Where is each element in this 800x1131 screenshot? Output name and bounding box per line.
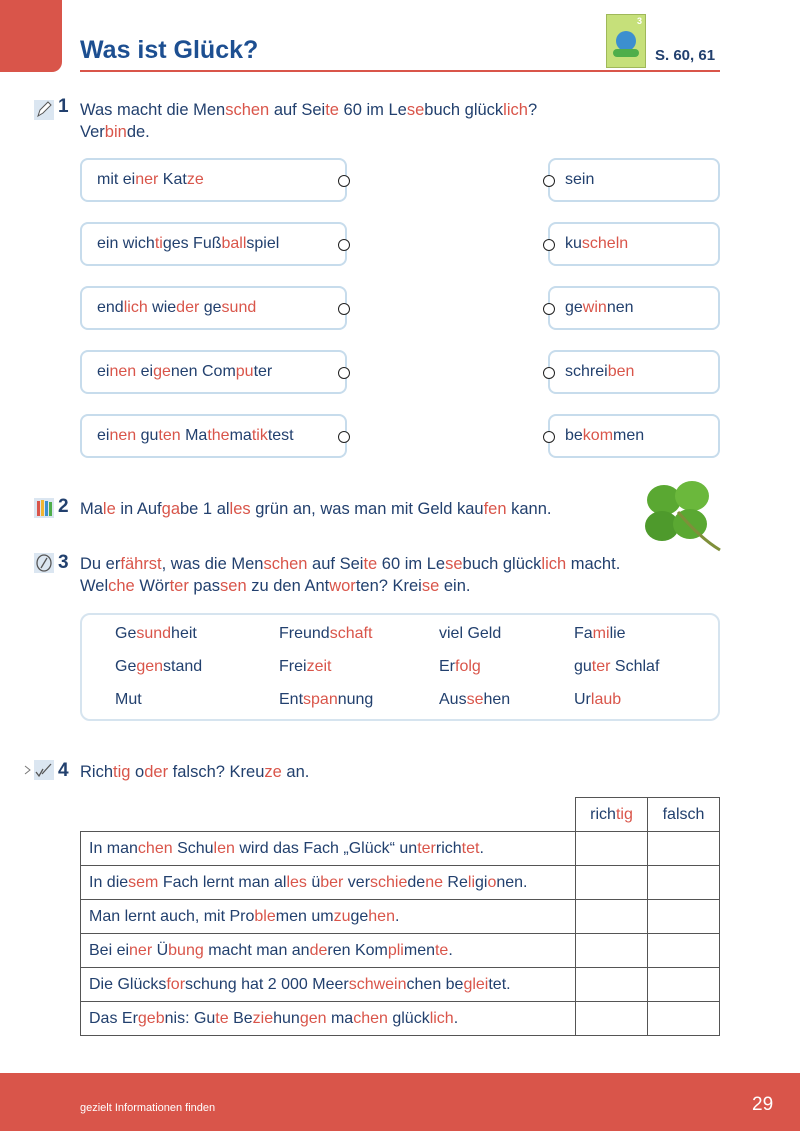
left-connect-dot[interactable] bbox=[338, 175, 350, 187]
task3-instruction bbox=[80, 553, 620, 597]
task1-line2: Verbinde. bbox=[80, 123, 150, 141]
true-false-table bbox=[80, 797, 720, 1036]
left-phrase-box[interactable]: einen guten Mathematiktest bbox=[80, 414, 347, 458]
right-connect-dot[interactable] bbox=[543, 431, 555, 443]
column-header-falsch: falsch bbox=[648, 798, 720, 832]
richtig-checkbox[interactable] bbox=[576, 1002, 648, 1036]
right-verb-box[interactable]: bekommen bbox=[548, 414, 720, 458]
left-connect-dot[interactable] bbox=[338, 367, 350, 379]
word-option[interactable]: Gesundheit bbox=[115, 625, 197, 642]
statement-cell: Bei einer Übung macht man anderen Komplimente. bbox=[81, 934, 576, 968]
title-rule bbox=[80, 70, 720, 72]
statement-cell: In manchen Schulen wird das Fach „Glück“ unterrichtet. bbox=[81, 832, 576, 866]
page-title: Was ist Glück? bbox=[80, 36, 259, 64]
table-row bbox=[81, 1002, 720, 1036]
falsch-checkbox[interactable] bbox=[648, 1002, 720, 1036]
word-option[interactable]: Erfolg bbox=[439, 658, 481, 675]
left-phrase-box[interactable]: ein wichtiges Fußballspiel bbox=[80, 222, 347, 266]
statement-cell: Die Glücksforschung hat 2 000 Meerschweinchen begleitet. bbox=[81, 968, 576, 1002]
magnifier-pencil-icon bbox=[34, 553, 54, 573]
table-row bbox=[81, 832, 720, 866]
page-reference: S. 60, 61 bbox=[655, 47, 716, 64]
task4-instruction: Richtig oder falsch? Kreuze an. bbox=[80, 763, 310, 781]
left-phrase-box[interactable]: endlich wieder gesund bbox=[80, 286, 347, 330]
table-row bbox=[81, 934, 720, 968]
word-option[interactable]: Gegenstand bbox=[115, 658, 203, 675]
task4-number: 4 bbox=[58, 760, 69, 781]
book-number: 3 bbox=[636, 16, 642, 26]
task3-line1: Du erfährst, was die Menschen auf Seite 60 im Lesebuch glücklich macht. bbox=[80, 555, 621, 573]
table-row bbox=[81, 968, 720, 1002]
right-verb-box[interactable]: gewinnen bbox=[548, 286, 720, 330]
task2-instruction: Male in Aufgabe 1 alles grün an, was man mit Geld kaufen kann. bbox=[80, 500, 552, 518]
richtig-checkbox[interactable] bbox=[576, 900, 648, 934]
left-phrase-box[interactable]: mit einer Katze bbox=[80, 158, 347, 202]
task1-instruction bbox=[80, 99, 537, 143]
word-option[interactable]: Freundschaft bbox=[279, 625, 373, 642]
task1-line1: Was macht die Menschen auf Seite 60 im Lesebuch glücklich? bbox=[80, 101, 538, 119]
book-cover-icon bbox=[606, 14, 646, 68]
word-box bbox=[80, 613, 720, 721]
falsch-checkbox[interactable] bbox=[648, 934, 720, 968]
richtig-checkbox[interactable] bbox=[576, 832, 648, 866]
task1-number: 1 bbox=[58, 96, 69, 117]
word-option[interactable]: Mut bbox=[115, 691, 142, 708]
column-header-richtig: richtig bbox=[576, 798, 648, 832]
clover-image bbox=[640, 478, 724, 554]
page-number: 29 bbox=[752, 1094, 774, 1115]
right-verb-box[interactable]: kuscheln bbox=[548, 222, 720, 266]
left-phrase-box[interactable]: einen eigenen Computer bbox=[80, 350, 347, 394]
pencil-icon bbox=[34, 100, 54, 120]
word-option[interactable]: Entspannung bbox=[279, 691, 374, 708]
crayons-icon bbox=[34, 498, 54, 518]
corner-tab bbox=[0, 0, 62, 72]
table-row bbox=[81, 900, 720, 934]
falsch-checkbox[interactable] bbox=[648, 900, 720, 934]
right-connect-dot[interactable] bbox=[543, 303, 555, 315]
right-connect-dot[interactable] bbox=[543, 367, 555, 379]
falsch-checkbox[interactable] bbox=[648, 968, 720, 1002]
right-verb-box[interactable]: sein bbox=[548, 158, 720, 202]
left-connect-dot[interactable] bbox=[338, 303, 350, 315]
falsch-checkbox[interactable] bbox=[648, 832, 720, 866]
statement-cell: Das Ergebnis: Gute Beziehungen machen glücklich. bbox=[81, 1002, 576, 1036]
task3-line2: Welche Wörter passen zu den Antworten? Kreise ein. bbox=[80, 577, 471, 595]
task2-number: 2 bbox=[58, 496, 69, 517]
word-option[interactable]: viel Geld bbox=[439, 625, 502, 642]
richtig-checkbox[interactable] bbox=[576, 934, 648, 968]
right-verb-box[interactable]: schreiben bbox=[548, 350, 720, 394]
table-row bbox=[81, 866, 720, 900]
richtig-checkbox[interactable] bbox=[576, 866, 648, 900]
footer-text: gezielt Informationen finden bbox=[80, 1102, 216, 1114]
table-header-row bbox=[81, 798, 720, 832]
statement-cell: Man lernt auch, mit Problemen umzugehen. bbox=[81, 900, 576, 934]
word-option[interactable]: Freizeit bbox=[279, 658, 332, 675]
tick-pencil-icon bbox=[24, 760, 54, 780]
task3-number: 3 bbox=[58, 552, 69, 573]
statement-cell: In diesem Fach lernt man alles über verschiedene Religionen. bbox=[81, 866, 576, 900]
right-connect-dot[interactable] bbox=[543, 175, 555, 187]
left-connect-dot[interactable] bbox=[338, 239, 350, 251]
left-connect-dot[interactable] bbox=[338, 431, 350, 443]
right-connect-dot[interactable] bbox=[543, 239, 555, 251]
word-option[interactable]: guter Schlaf bbox=[574, 658, 660, 675]
word-option[interactable]: Familie bbox=[574, 625, 626, 642]
falsch-checkbox[interactable] bbox=[648, 866, 720, 900]
word-option[interactable]: Urlaub bbox=[574, 691, 622, 708]
word-option[interactable]: Aussehen bbox=[439, 691, 511, 708]
richtig-checkbox[interactable] bbox=[576, 968, 648, 1002]
